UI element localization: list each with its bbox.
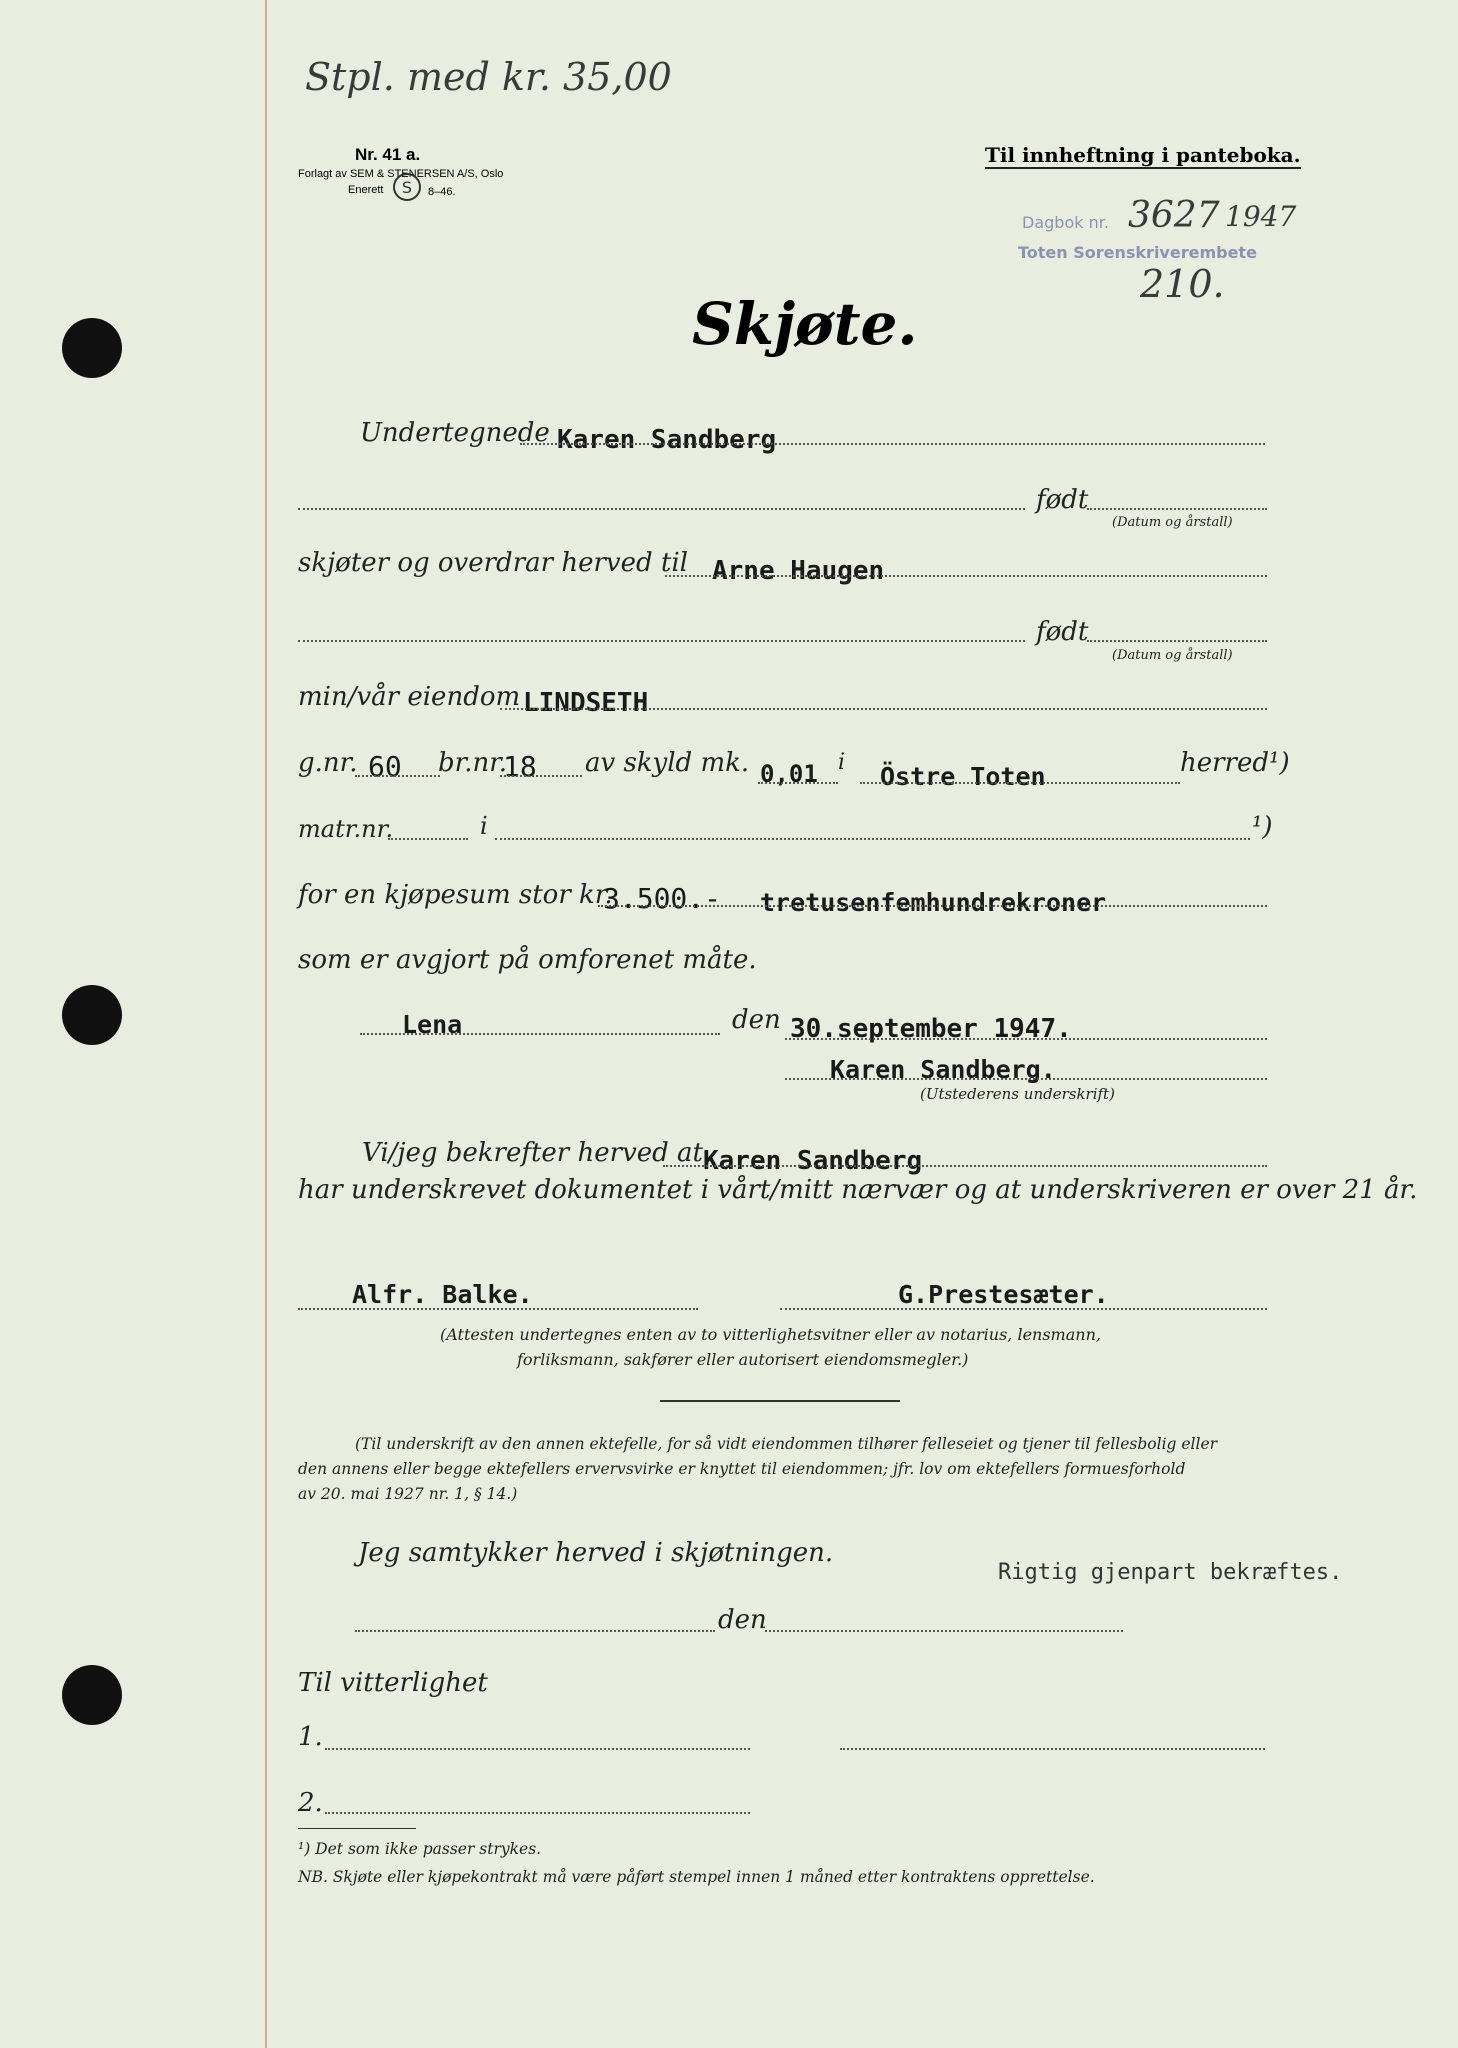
publisher-date: 8–46. <box>428 186 456 198</box>
dotted-line <box>355 1630 715 1632</box>
gnr-value: 60 <box>368 750 402 783</box>
herred-value: Östre Toten <box>880 762 1046 791</box>
dotted-line <box>598 905 1267 907</box>
dotted-line <box>520 443 1265 445</box>
footnote-1: ¹) Det som ikke passer strykes. <box>298 1840 542 1858</box>
punch-hole <box>62 985 122 1045</box>
dotted-line <box>785 1038 1267 1040</box>
matr-i: i <box>480 812 488 840</box>
dotted-line <box>860 782 1180 784</box>
den2-label: den <box>718 1605 767 1635</box>
brnr-label: br.nr. <box>438 748 508 778</box>
rigtig-stamp: Rigtig gjenpart bekræftes. <box>998 1560 1343 1585</box>
bekrefter-value: Karen Sandberg <box>703 1146 923 1176</box>
attest-note-2: forliksmann, sakfører eller autorisert eiendomsmegler.) <box>517 1350 969 1369</box>
dotted-line <box>1087 508 1267 510</box>
undertegnede-value: Karen Sandberg <box>557 425 777 455</box>
publisher-enerett: Enerett <box>348 184 384 196</box>
dotted-line <box>500 775 582 777</box>
page-title: Skjøte. <box>692 290 918 358</box>
dotted-line <box>388 838 468 840</box>
eiendom-value: LINDSETH <box>523 688 649 718</box>
undertegnede-label: Undertegnede <box>360 418 550 448</box>
den-label: den <box>732 1005 781 1035</box>
kjopesum-value: 3.500.- <box>603 882 722 915</box>
place-value: Lena <box>402 1010 463 1039</box>
diary-year: 1947 <box>1225 200 1297 233</box>
diary-stamp-office: Toten Sorenskriverembete <box>1018 243 1257 262</box>
bekrefter-rest: har underskrevet dokumentet i vårt/mitt nærvær og at underskriveren er over 21 år. <box>298 1175 1418 1205</box>
dotted-line <box>1087 640 1267 642</box>
punch-hole <box>62 318 122 378</box>
bekrefter-label: Vi/jeg bekrefter herved at <box>362 1138 703 1168</box>
dotted-line <box>500 708 1267 710</box>
skyld-value: 0,01 <box>760 760 818 788</box>
matr-end: ¹) <box>1252 812 1273 842</box>
i-label: i <box>838 750 846 775</box>
dotted-line <box>665 575 1267 577</box>
kjopesum-words: tretusenfemhundrekroner <box>760 888 1107 917</box>
fodt-label: født <box>1036 617 1089 647</box>
form-number: Nr. 41 a. <box>355 145 421 164</box>
dotted-line <box>840 1748 1265 1750</box>
brnr-value: 18 <box>503 750 537 783</box>
footnote-2: NB. Skjøte eller kjøpekontrakt må være påført stempel innen 1 måned etter kontraktens opprettelse. <box>298 1868 1095 1886</box>
diary-folio: 210. <box>1140 262 1225 306</box>
dotted-line <box>325 1748 750 1750</box>
skjoter-label: skjøter og overdrar herved til <box>298 548 688 578</box>
eiendom-label: min/vår eiendom <box>298 682 521 712</box>
herred-label: herred¹) <box>1180 748 1290 778</box>
fodt-label: født <box>1036 485 1089 515</box>
gnr-label: g.nr. <box>298 748 358 778</box>
dotted-line <box>360 1033 720 1035</box>
dotted-line <box>298 508 1025 510</box>
vitne-number-2: 2. <box>298 1788 323 1818</box>
publisher-logo-icon <box>392 172 422 202</box>
witness-1: Alfr. Balke. <box>352 1280 533 1309</box>
dotted-line <box>758 782 838 784</box>
avgjort-text: som er avgjort på omforenet måte. <box>298 945 757 975</box>
dotted-line <box>785 1078 1267 1080</box>
divider <box>660 1400 900 1402</box>
dotted-line <box>663 1165 1267 1167</box>
svg-text:S: S <box>401 178 413 197</box>
footnote-rule <box>298 1828 416 1829</box>
dotted-line <box>325 1812 750 1814</box>
datum-hint: (Datum og årstall) <box>1112 515 1233 530</box>
spouse-note-2: den annens eller begge ektefellers ervervsvirke er knyttet til eiendommen; jfr. lov om ektefellers formuesforhold <box>298 1460 1186 1478</box>
diary-number: 3627 <box>1128 195 1220 236</box>
attest-note-1: (Attesten undertegnes enten av to vitterlighetsvitner eller av notarius, lensmann, <box>440 1325 1101 1344</box>
matr-label: matr.nr. <box>298 815 394 843</box>
publisher-line: Forlagt av SEM & STENERSEN A/S, Oslo <box>298 168 504 180</box>
signature-hint: (Utstederens underskrift) <box>920 1085 1115 1103</box>
dotted-line <box>765 1630 1123 1632</box>
vitne-number-1: 1. <box>298 1722 323 1752</box>
diary-stamp-label: Dagbok nr. <box>1022 213 1109 232</box>
date-value: 30.september 1947. <box>790 1014 1072 1044</box>
dotted-line <box>355 775 440 777</box>
binding-note: Til innheftning i panteboka. <box>985 143 1301 167</box>
vitterlighet-label: Til vitterlighet <box>298 1668 488 1698</box>
spouse-note-1: (Til underskrift av den annen ektefelle, for så vidt eiendommen tilhører felleseiet og tjener til fellesbolig eller <box>355 1435 1218 1453</box>
fee-note: Stpl. med kr. 35,00 <box>305 55 672 99</box>
skjoter-value: Arne Haugen <box>712 556 885 586</box>
signature-value: Karen Sandberg. <box>830 1055 1056 1084</box>
datum-hint: (Datum og årstall) <box>1112 648 1233 663</box>
punch-hole <box>62 1665 122 1725</box>
margin-rule <box>265 0 267 2048</box>
dotted-line <box>298 640 1025 642</box>
dotted-line <box>298 1308 698 1310</box>
dotted-line <box>780 1308 1267 1310</box>
samtykker-text: Jeg samtykker herved i skjøtningen. <box>358 1538 834 1568</box>
kjopesum-label: for en kjøpesum stor kr. <box>298 880 613 910</box>
skyld-label: av skyld mk. <box>585 748 750 778</box>
dotted-line <box>495 838 1250 840</box>
spouse-note-3: av 20. mai 1927 nr. 1, § 14.) <box>298 1485 518 1503</box>
witness-2: G.Prestesæter. <box>898 1280 1109 1309</box>
